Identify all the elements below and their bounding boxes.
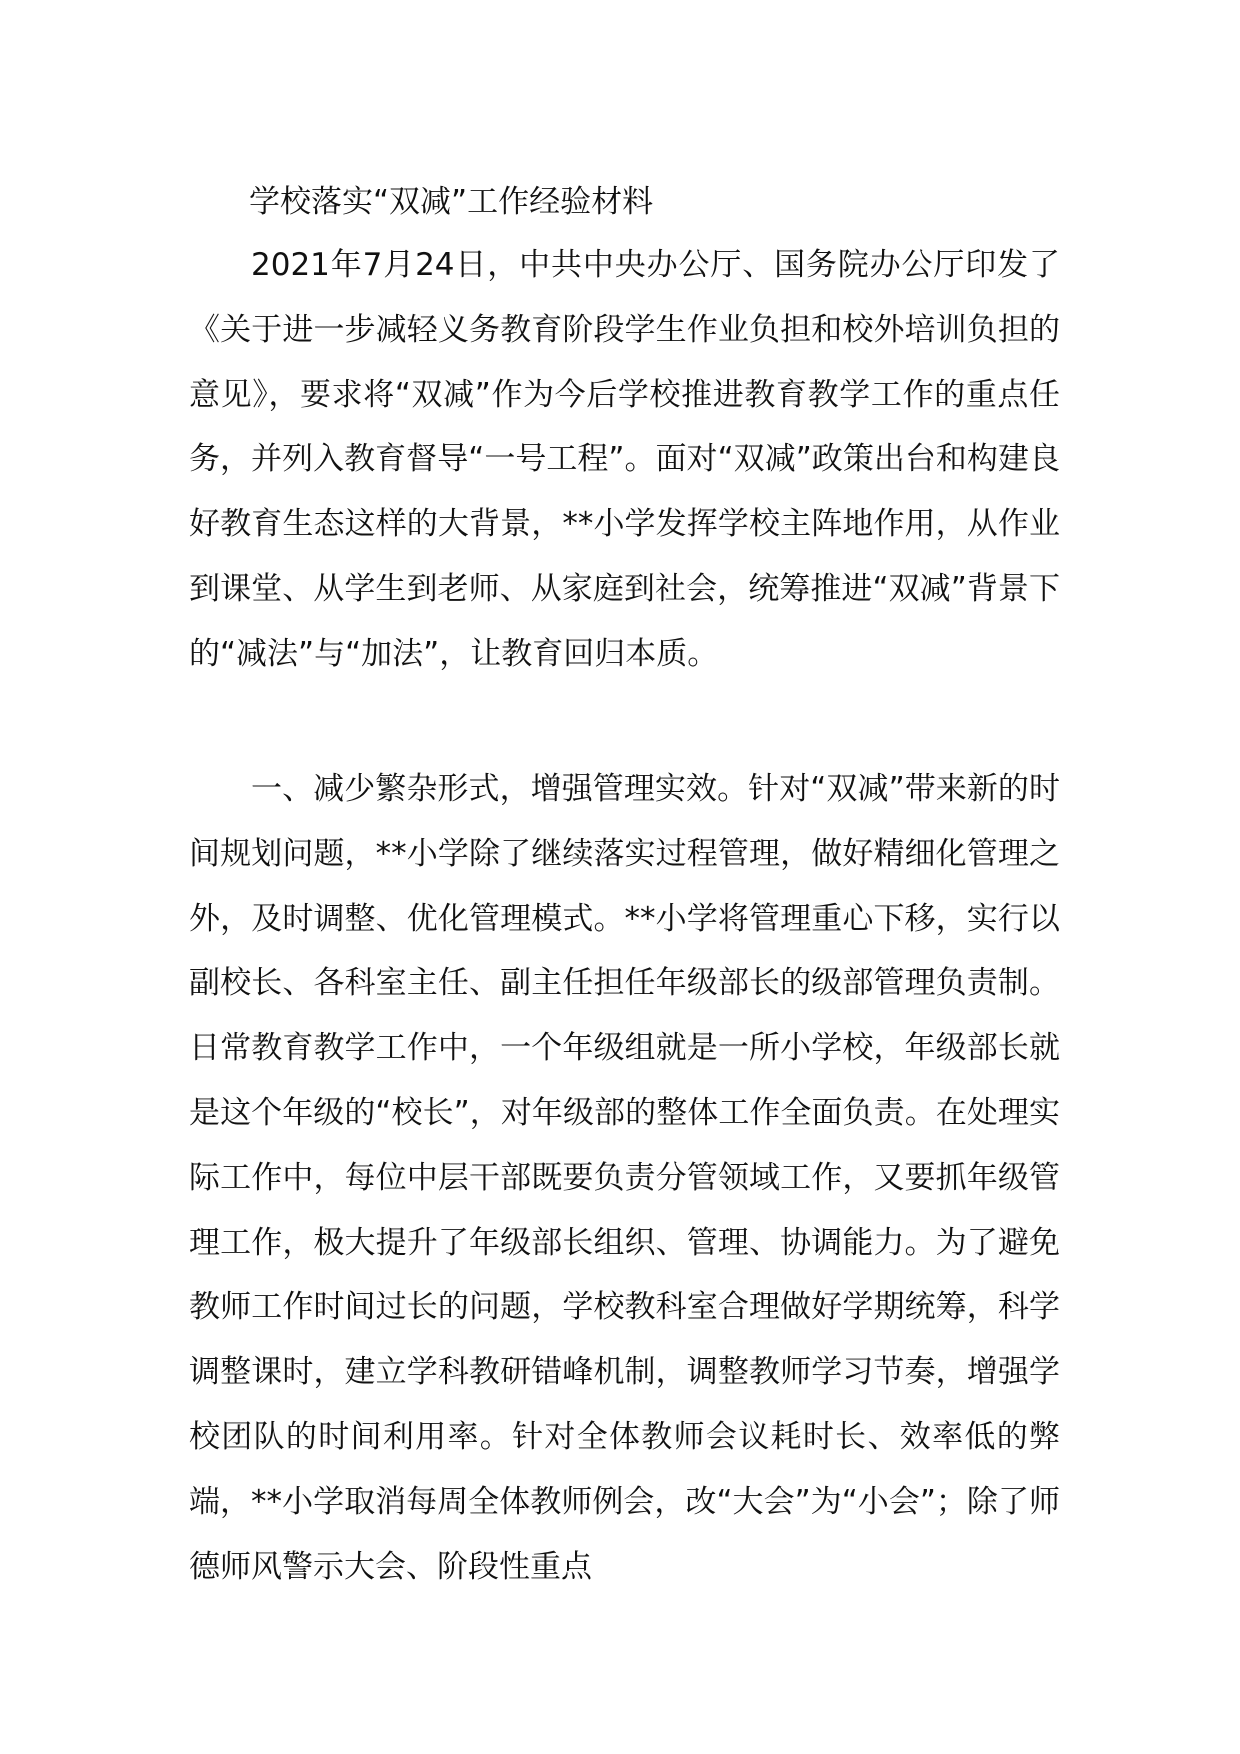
document-title: 学校落实“双减”工作经验材料 (249, 184, 654, 220)
paragraph-section-one: 一、减少繁杂形式，增强管理实效。针对“双减”带来新的时间规划问题，**小学除了继续落实过程管理，做好精细化管理之外，及时调整、优化管理模式。**小学将管理重心下移，实行以副校长、各科室主任、副主任担任年级部长的级部管理负责制。日常教育教学工作中，一个年级组就是一所小学校，年级部长就是这个年级的“校长”，对年级部的整体工作全面负责。在处理实际工作中，每位中层干部既要负责分管领域工作，又要抓年级管理工作，极大提升了年级部长组织、管理、协调能力。为了避免教师工作时间过长的问题，学校教科室合理做好学期统筹，科学调整课时，建立学科教研错峰机制，调整教师学习节奏，增强学校团队的时间利用率。针对全体教师会议耗时长、效率低的弊端，**小学取消每周全体教师例会，改“大会”为“小会”；除了师德师风警示大会、阶段性重点 (189, 771, 1060, 1585)
paragraph-intro: 2021年7月24日，中共中央办公厅、国务院办公厅印发了《关于进一步减轻义务教育阶段学生作业负担和校外培训负担的意见》，要求将“双减”作为今后学校推进教育教学工作的重点任务，并列入教育督导“一号工程”。面对“双减”政策出台和构建良好教育生态这样的大背景，**小学发挥学校主阵地作用，从作业到课堂、从学生到老师、从家庭到社会，统筹推进“双减”背景下的“减法”与“加法”，让教育回归本质。 (189, 247, 1060, 672)
